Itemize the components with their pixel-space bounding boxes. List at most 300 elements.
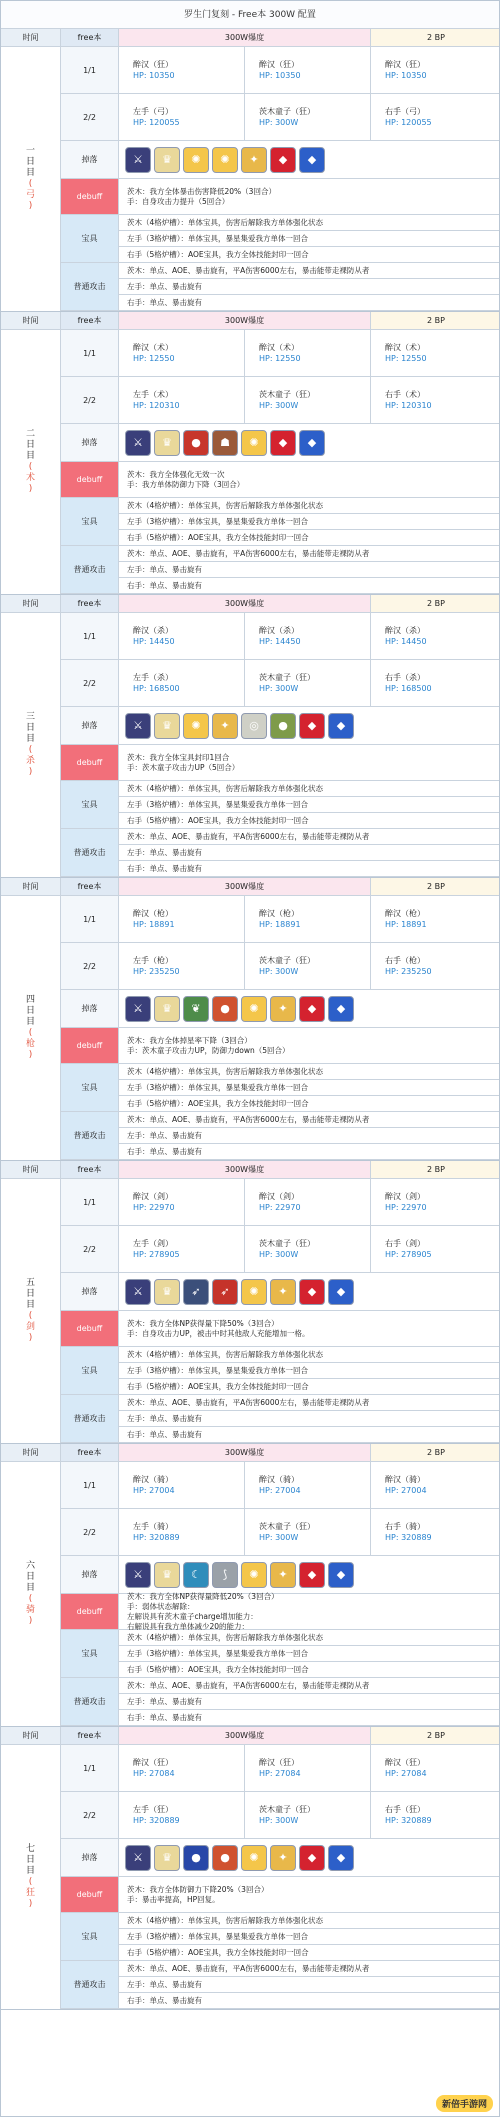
free-header: free本 xyxy=(61,878,119,896)
debuff-text xyxy=(119,1028,500,1064)
enemy-hp: HP: 168500 xyxy=(133,684,180,693)
enemy-cell xyxy=(245,1179,371,1226)
day-body xyxy=(1,896,499,1160)
attack-label: 普通攻击 xyxy=(61,829,119,877)
enemy-name: 右手（杀） xyxy=(385,673,425,682)
blonde-portrait-icon: ♛ xyxy=(154,1562,180,1588)
enemy-name: 左手（剑） xyxy=(133,1239,173,1248)
np-line: 左手（3格炉槽）：单体宝具，暴星集爱我方单体一回合 xyxy=(119,231,500,247)
enemy-name: 左手（杀） xyxy=(133,673,173,682)
challenge-header: 300W爆度 xyxy=(119,29,371,47)
enemy-hp: HP: 27084 xyxy=(385,1769,427,1778)
enemy-name: 醉汉（剑） xyxy=(133,1192,173,1201)
debuff-line: 茨木：我方全体防御力下降20%（3回合） xyxy=(127,1884,269,1894)
enemy-cell xyxy=(245,943,371,990)
time-header: 时间 xyxy=(1,595,61,613)
np-label: 宝具 xyxy=(61,215,119,263)
time-header: 时间 xyxy=(1,29,61,47)
debuff-label: debuff xyxy=(61,462,119,498)
enemy-cell xyxy=(119,896,245,943)
enemy-cell xyxy=(119,1792,245,1839)
wave-label-2: 2/2 xyxy=(61,943,119,990)
enemy-name: 醉汉（枪） xyxy=(385,909,425,918)
day-block xyxy=(1,595,499,878)
day-header-row xyxy=(1,878,499,896)
enemy-cell xyxy=(245,94,371,141)
debuff-label: debuff xyxy=(61,1311,119,1347)
enemy-hp: HP: 300W xyxy=(259,1816,299,1825)
np-label: 宝具 xyxy=(61,498,119,546)
blonde-portrait-icon: ♛ xyxy=(154,1279,180,1305)
attack-line: 茨木：单点、AOE、暴击旋有，平A伤害6000左右，暴击能带走裸防从者 xyxy=(119,546,500,562)
debuff-line: 茨木：我方全体宝具封印1回合 xyxy=(127,752,230,762)
np-line: 茨木（4格炉槽）：单体宝具，伤害后解除我方单体强化状态 xyxy=(119,1913,500,1929)
bp-header: 2 BP xyxy=(371,1727,500,1745)
day-char: 目 xyxy=(25,1583,35,1593)
red-gem-icon: ◆ xyxy=(299,1279,325,1305)
enemy-hp: HP: 235250 xyxy=(385,967,432,976)
enemy-name: 茨木童子（狂） xyxy=(259,1239,315,1248)
bp-header: 2 BP xyxy=(371,595,500,613)
blonde-portrait-icon: ♛ xyxy=(154,1845,180,1871)
drops-row xyxy=(119,1556,500,1594)
enemy-cell xyxy=(245,1226,371,1273)
day-header-row xyxy=(1,312,499,330)
sun-gem-icon: ✺ xyxy=(241,996,267,1022)
enemy-name: 醉汉（狂） xyxy=(259,1758,299,1767)
element-label: ( 骑 ) xyxy=(25,1594,35,1626)
day-header-row xyxy=(1,29,499,47)
debuff-text xyxy=(119,1311,500,1347)
debuff-line: 茨木：我方全体NP获得量下降50%（3回合） xyxy=(127,1318,279,1328)
enemy-hp: HP: 18891 xyxy=(385,920,427,929)
free-header: free本 xyxy=(61,1444,119,1462)
challenge-header: 300W爆度 xyxy=(119,595,371,613)
np-line: 右手（5格炉槽）：AOE宝具，我方全体技能封印一回合 xyxy=(119,1096,500,1112)
enemy-cell xyxy=(119,943,245,990)
day-block xyxy=(1,1444,499,1727)
enemy-name: 醉汉（狂） xyxy=(259,60,299,69)
wave-label-1: 1/1 xyxy=(61,47,119,94)
enemy-cell xyxy=(119,377,245,424)
challenge-header: 300W爆度 xyxy=(119,878,371,896)
enemy-hp: HP: 278905 xyxy=(133,1250,180,1259)
np-label: 宝具 xyxy=(61,1347,119,1395)
attack-label: 普通攻击 xyxy=(61,1112,119,1160)
enemy-hp: HP: 120055 xyxy=(385,118,432,127)
enemy-name: 茨木童子（狂） xyxy=(259,956,315,965)
enemy-name: 左手（枪） xyxy=(133,956,173,965)
enemy-cell xyxy=(119,94,245,141)
element-value: 枪 xyxy=(25,1039,35,1049)
enemy-hp: HP: 27084 xyxy=(259,1769,301,1778)
blue-gem-icon: ◆ xyxy=(328,713,354,739)
red-gem-icon: ◆ xyxy=(299,1845,325,1871)
enemy-hp: HP: 27004 xyxy=(133,1486,175,1495)
day-char: 日 xyxy=(25,1006,35,1016)
enemy-name: 茨木童子（狂） xyxy=(259,673,315,682)
enemy-cell xyxy=(119,1226,245,1273)
green-leaf-icon: ❦ xyxy=(183,996,209,1022)
debuff-label: debuff xyxy=(61,1028,119,1064)
day-list xyxy=(1,29,499,2010)
debuff-line: 左解说具有茨木童子charge增加能力： xyxy=(127,1611,258,1621)
enemy-cell xyxy=(245,377,371,424)
np-line: 茨木（4格炉槽）：单体宝具，伤害后解除我方单体强化状态 xyxy=(119,1347,500,1363)
day-char: 目 xyxy=(25,1300,35,1310)
day-label xyxy=(1,330,61,594)
wave-label-1: 1/1 xyxy=(61,1462,119,1509)
dark-feather-icon: ➶ xyxy=(183,1279,209,1305)
blonde-portrait-icon: ♛ xyxy=(154,430,180,456)
day-body xyxy=(1,1745,499,2009)
enemy-cell xyxy=(371,613,500,660)
enemy-name: 醉汉（狂） xyxy=(133,1758,173,1767)
enemy-hp: HP: 120055 xyxy=(133,118,180,127)
np-line: 茨木（4格炉槽）：单体宝具，伤害后解除我方单体强化状态 xyxy=(119,781,500,797)
np-line: 茨木（4格炉槽）：单体宝具，伤害后解除我方单体强化状态 xyxy=(119,1630,500,1646)
np-line: 右手（5格炉槽）：AOE宝具，我方全体技能封印一回合 xyxy=(119,1945,500,1961)
enemy-name: 醉汉（术） xyxy=(259,343,299,352)
free-header: free本 xyxy=(61,312,119,330)
enemy-cell xyxy=(119,1179,245,1226)
free-header: free本 xyxy=(61,1161,119,1179)
day-char: 一 xyxy=(25,146,35,156)
day-label xyxy=(1,613,61,877)
attack-line: 茨木：单点、AOE、暴击旋有，平A伤害6000左右，暴击能带走裸防从者 xyxy=(119,1395,500,1411)
enemy-cell xyxy=(371,1509,500,1556)
gold-gem-icon: ✦ xyxy=(270,1845,296,1871)
wave-label-2: 2/2 xyxy=(61,1792,119,1839)
attack-label: 普通攻击 xyxy=(61,1961,119,2009)
element-label: ( 枪 ) xyxy=(25,1028,35,1060)
enemy-cell xyxy=(245,1745,371,1792)
blue-gem-icon: ◆ xyxy=(328,996,354,1022)
enemy-name: 醉汉（杀） xyxy=(385,626,425,635)
wave-label-2: 2/2 xyxy=(61,660,119,707)
enemy-name: 茨木童子（狂） xyxy=(259,390,315,399)
day-header-row xyxy=(1,1161,499,1179)
gold-gem-icon: ✦ xyxy=(270,996,296,1022)
saber-portrait-icon: ⚔ xyxy=(125,147,151,173)
drops-row xyxy=(119,424,500,462)
day-char: 目 xyxy=(25,734,35,744)
saber-portrait-icon: ⚔ xyxy=(125,1562,151,1588)
element-value: 剑 xyxy=(25,1322,35,1332)
red-gem-icon: ◆ xyxy=(299,1562,325,1588)
time-header: 时间 xyxy=(1,1161,61,1179)
np-line: 茨木（4格炉槽）：单体宝具，伤害后解除我方单体强化状态 xyxy=(119,215,500,231)
page-title: 罗生门复刻 - Free本 300W 配置 xyxy=(1,1,499,29)
day-header-row xyxy=(1,1727,499,1745)
sun-gem-icon: ✺ xyxy=(183,147,209,173)
enemy-hp: HP: 120310 xyxy=(385,401,432,410)
debuff-line: 手：暴击率提高，HP回复。 xyxy=(127,1894,220,1904)
day-char: 六 xyxy=(25,1561,35,1571)
wave-label-1: 1/1 xyxy=(61,330,119,377)
enemy-hp: HP: 300W xyxy=(259,967,299,976)
element-label: ( 弓 ) xyxy=(25,179,35,211)
enemy-cell xyxy=(371,94,500,141)
gray-claw-icon: ⟆ xyxy=(212,1562,238,1588)
debuff-line: 右解说具有我方单体减少20的能力： xyxy=(127,1621,250,1631)
element-value: 弓 xyxy=(25,190,35,200)
attack-line: 右手：单点、暴击旋有 xyxy=(119,295,500,311)
red-feather-icon: ➶ xyxy=(212,1279,238,1305)
enemy-hp: HP: 14450 xyxy=(259,637,301,646)
gold-gem-icon: ✦ xyxy=(270,1279,296,1305)
enemy-cell xyxy=(371,1462,500,1509)
element-label: ( 剑 ) xyxy=(25,1311,35,1343)
day-block xyxy=(1,878,499,1161)
debuff-label: debuff xyxy=(61,745,119,781)
attack-line: 左手：单点、暴击旋有 xyxy=(119,1411,500,1427)
challenge-header: 300W爆度 xyxy=(119,1161,371,1179)
attack-line: 右手：单点、暴击旋有 xyxy=(119,578,500,594)
drops-label: 掉落 xyxy=(61,707,119,745)
drops-label: 掉落 xyxy=(61,990,119,1028)
day-char: 二 xyxy=(25,429,35,439)
enemy-hp: HP: 12550 xyxy=(385,354,427,363)
debuff-line: 茨木：我方全体掉星率下降（3回合） xyxy=(127,1035,252,1045)
np-line: 左手（3格炉槽）：单体宝具，暴星集爱我方单体一回合 xyxy=(119,1929,500,1945)
attack-line: 右手：单点、暴击旋有 xyxy=(119,1427,500,1443)
day-char: 目 xyxy=(25,1866,35,1876)
wave-label-2: 2/2 xyxy=(61,1226,119,1273)
enemy-hp: HP: 12550 xyxy=(259,354,301,363)
attack-line: 茨木：单点、AOE、暴击旋有，平A伤害6000左右，暴击能带走裸防从者 xyxy=(119,829,500,845)
gold-gem-icon: ✦ xyxy=(241,147,267,173)
sun-gem-icon: ✺ xyxy=(212,147,238,173)
enemy-name: 右手（枪） xyxy=(385,956,425,965)
np-line: 左手（3格炉槽）：单体宝具，暴星集爱我方单体一回合 xyxy=(119,514,500,530)
enemy-hp: HP: 235250 xyxy=(133,967,180,976)
enemy-cell xyxy=(119,660,245,707)
enemy-hp: HP: 300W xyxy=(259,118,299,127)
day-block xyxy=(1,29,499,312)
saber-portrait-icon: ⚔ xyxy=(125,430,151,456)
element-value: 狂 xyxy=(25,1888,35,1898)
day-body xyxy=(1,613,499,877)
attack-line: 茨木：单点、AOE、暴击旋有，平A伤害6000左右，暴击能带走裸防从者 xyxy=(119,1961,500,1977)
np-line: 茨木（4格炉槽）：单体宝具，伤害后解除我方单体强化状态 xyxy=(119,498,500,514)
enemy-cell xyxy=(245,330,371,377)
enemy-cell xyxy=(371,660,500,707)
enemy-hp: HP: 27004 xyxy=(385,1486,427,1495)
debuff-line: 茨木：我方全体强化无效一次 xyxy=(127,469,225,479)
enemy-cell xyxy=(119,613,245,660)
enemy-hp: HP: 27084 xyxy=(133,1769,175,1778)
red-gem-icon: ◆ xyxy=(299,713,325,739)
warrior-portrait-icon: ☗ xyxy=(212,430,238,456)
enemy-hp: HP: 320889 xyxy=(133,1533,180,1542)
attack-line: 左手：单点、暴击旋有 xyxy=(119,1977,500,1993)
debuff-line: 手：茨木童子攻击力UP，防御力down（5回合） xyxy=(127,1045,290,1055)
debuff-line: 手：我方单体防御力下降（3回合） xyxy=(127,479,245,489)
np-line: 右手（5格炉槽）：AOE宝具，我方全体技能封印一回合 xyxy=(119,1662,500,1678)
bp-header: 2 BP xyxy=(371,1161,500,1179)
enemy-name: 醉汉（杀） xyxy=(259,626,299,635)
np-label: 宝具 xyxy=(61,1913,119,1961)
bp-header: 2 BP xyxy=(371,1444,500,1462)
day-block xyxy=(1,1161,499,1444)
day-char: 目 xyxy=(25,451,35,461)
element-label: ( 术 ) xyxy=(25,462,35,494)
gold-gem-icon: ✦ xyxy=(212,713,238,739)
attack-line: 右手：单点、暴击旋有 xyxy=(119,861,500,877)
wave-label-2: 2/2 xyxy=(61,377,119,424)
enemy-name: 醉汉（狂） xyxy=(133,60,173,69)
enemy-name: 左手（术） xyxy=(133,390,173,399)
np-line: 右手（5格炉槽）：AOE宝具，我方全体技能封印一回合 xyxy=(119,1379,500,1395)
blue-gem-icon: ◆ xyxy=(328,1562,354,1588)
debuff-text xyxy=(119,1877,500,1913)
enemy-name: 醉汉（枪） xyxy=(259,909,299,918)
enemy-cell xyxy=(245,613,371,660)
day-char: 日 xyxy=(25,1289,35,1299)
enemy-name: 醉汉（骑） xyxy=(259,1475,299,1484)
day-char: 日 xyxy=(25,1855,35,1865)
np-line: 左手（3格炉槽）：单体宝具，暴星集爱我方单体一回合 xyxy=(119,1363,500,1379)
debuff-text xyxy=(119,462,500,498)
day-label xyxy=(1,47,61,311)
enemy-name: 右手（术） xyxy=(385,390,425,399)
enemy-cell xyxy=(245,1792,371,1839)
np-line: 左手（3格炉槽）：单体宝具，暴星集爱我方单体一回合 xyxy=(119,797,500,813)
attack-line: 右手：单点、暴击旋有 xyxy=(119,1710,500,1726)
red-gem-icon: ◆ xyxy=(270,430,296,456)
enemy-hp: HP: 168500 xyxy=(385,684,432,693)
drops-row xyxy=(119,1839,500,1877)
red-orb-icon: ● xyxy=(212,1845,238,1871)
horn-icon: ☾ xyxy=(183,1562,209,1588)
enemy-cell xyxy=(245,47,371,94)
attack-line: 右手：单点、暴击旋有 xyxy=(119,1144,500,1160)
debuff-label: debuff xyxy=(61,1594,119,1630)
enemy-hp: HP: 10350 xyxy=(385,71,427,80)
debuff-line: 茨木：我方全体暴击伤害降低20%（3回合） xyxy=(127,186,276,196)
enemy-hp: HP: 22970 xyxy=(385,1203,427,1212)
drops-row xyxy=(119,141,500,179)
day-label xyxy=(1,1179,61,1443)
attack-line: 右手：单点、暴击旋有 xyxy=(119,1993,500,2009)
drops-label: 掉落 xyxy=(61,1839,119,1877)
sun-gem-icon: ✺ xyxy=(241,1845,267,1871)
blue-gem-icon: ◆ xyxy=(328,1279,354,1305)
enemy-cell xyxy=(245,1509,371,1556)
bp-header: 2 BP xyxy=(371,29,500,47)
enemy-hp: HP: 14450 xyxy=(385,637,427,646)
saber-portrait-icon: ⚔ xyxy=(125,996,151,1022)
day-header-row xyxy=(1,1444,499,1462)
enemy-name: 左手（狂） xyxy=(133,1805,173,1814)
day-body xyxy=(1,47,499,311)
attack-line: 左手：单点、暴击旋有 xyxy=(119,279,500,295)
enemy-name: 右手（骑） xyxy=(385,1522,425,1531)
enemy-hp: HP: 22970 xyxy=(259,1203,301,1212)
np-label: 宝具 xyxy=(61,1630,119,1678)
enemy-hp: HP: 300W xyxy=(259,1533,299,1542)
np-line: 左手（3格炉槽）：单体宝具，暴星集爱我方单体一回合 xyxy=(119,1646,500,1662)
enemy-hp: HP: 10350 xyxy=(133,71,175,80)
element-value: 术 xyxy=(25,473,35,483)
enemy-cell xyxy=(119,1509,245,1556)
challenge-header: 300W爆度 xyxy=(119,1727,371,1745)
blue-gem-icon: ◆ xyxy=(328,1845,354,1871)
enemy-name: 左手（骑） xyxy=(133,1522,173,1531)
day-char: 日 xyxy=(25,157,35,167)
attack-label: 普通攻击 xyxy=(61,546,119,594)
enemy-cell xyxy=(371,1179,500,1226)
drops-row xyxy=(119,707,500,745)
enemy-cell xyxy=(371,330,500,377)
enemy-cell xyxy=(371,896,500,943)
enemy-name: 右手（弓） xyxy=(385,107,425,116)
blonde-portrait-icon: ♛ xyxy=(154,147,180,173)
blonde-portrait-icon: ♛ xyxy=(154,996,180,1022)
red-gem-icon: ◆ xyxy=(299,996,325,1022)
np-line: 右手（5格炉槽）：AOE宝具，我方全体技能封印一回合 xyxy=(119,530,500,546)
drops-row xyxy=(119,1273,500,1311)
blue-gem-icon: ◆ xyxy=(299,430,325,456)
enemy-hp: HP: 320889 xyxy=(385,1533,432,1542)
enemy-name: 茨木童子（狂） xyxy=(259,1805,315,1814)
bp-header: 2 BP xyxy=(371,312,500,330)
enemy-cell xyxy=(245,660,371,707)
enemy-hp: HP: 278905 xyxy=(385,1250,432,1259)
drops-label: 掉落 xyxy=(61,1556,119,1594)
day-char: 七 xyxy=(25,1844,35,1854)
saber-portrait-icon: ⚔ xyxy=(125,1845,151,1871)
enemy-name: 醉汉（剑） xyxy=(259,1192,299,1201)
enemy-hp: HP: 320889 xyxy=(133,1816,180,1825)
red-fruit-icon: ● xyxy=(183,430,209,456)
debuff-line: 茨木：我方全体NP获得量降低20%（3回合） xyxy=(127,1591,279,1601)
blonde-portrait-icon: ♛ xyxy=(154,713,180,739)
element-value: 杀 xyxy=(25,756,35,766)
wave-label-2: 2/2 xyxy=(61,94,119,141)
sun-gem-icon: ✺ xyxy=(183,713,209,739)
enemy-name: 醉汉（杀） xyxy=(133,626,173,635)
watermark: 新倍手游网 xyxy=(436,2095,493,2112)
enemy-hp: HP: 320889 xyxy=(385,1816,432,1825)
challenge-header: 300W爆度 xyxy=(119,312,371,330)
day-body xyxy=(1,1462,499,1726)
enemy-cell xyxy=(245,1462,371,1509)
enemy-name: 醉汉（剑） xyxy=(385,1192,425,1201)
debuff-text xyxy=(119,1591,500,1631)
time-header: 时间 xyxy=(1,1727,61,1745)
attack-line: 左手：单点、暴击旋有 xyxy=(119,562,500,578)
attack-line: 茨木：单点、AOE、暴击旋有，平A伤害6000左右，暴击能带走裸防从者 xyxy=(119,1112,500,1128)
np-label: 宝具 xyxy=(61,781,119,829)
drops-label: 掉落 xyxy=(61,424,119,462)
free-header: free本 xyxy=(61,595,119,613)
wave-label-1: 1/1 xyxy=(61,896,119,943)
wave-label-1: 1/1 xyxy=(61,1179,119,1226)
day-body xyxy=(1,1179,499,1443)
enemy-cell xyxy=(119,47,245,94)
day-char: 日 xyxy=(25,723,35,733)
enemy-cell xyxy=(371,1226,500,1273)
attack-line: 左手：单点、暴击旋有 xyxy=(119,1694,500,1710)
debuff-line: 手：自身攻击力提升（5回合） xyxy=(127,196,230,206)
enemy-name: 右手（剑） xyxy=(385,1239,425,1248)
gold-gem-icon: ✦ xyxy=(270,1562,296,1588)
element-label: ( 杀 ) xyxy=(25,745,35,777)
sun-gem-icon: ✺ xyxy=(241,430,267,456)
day-char: 四 xyxy=(25,995,35,1005)
